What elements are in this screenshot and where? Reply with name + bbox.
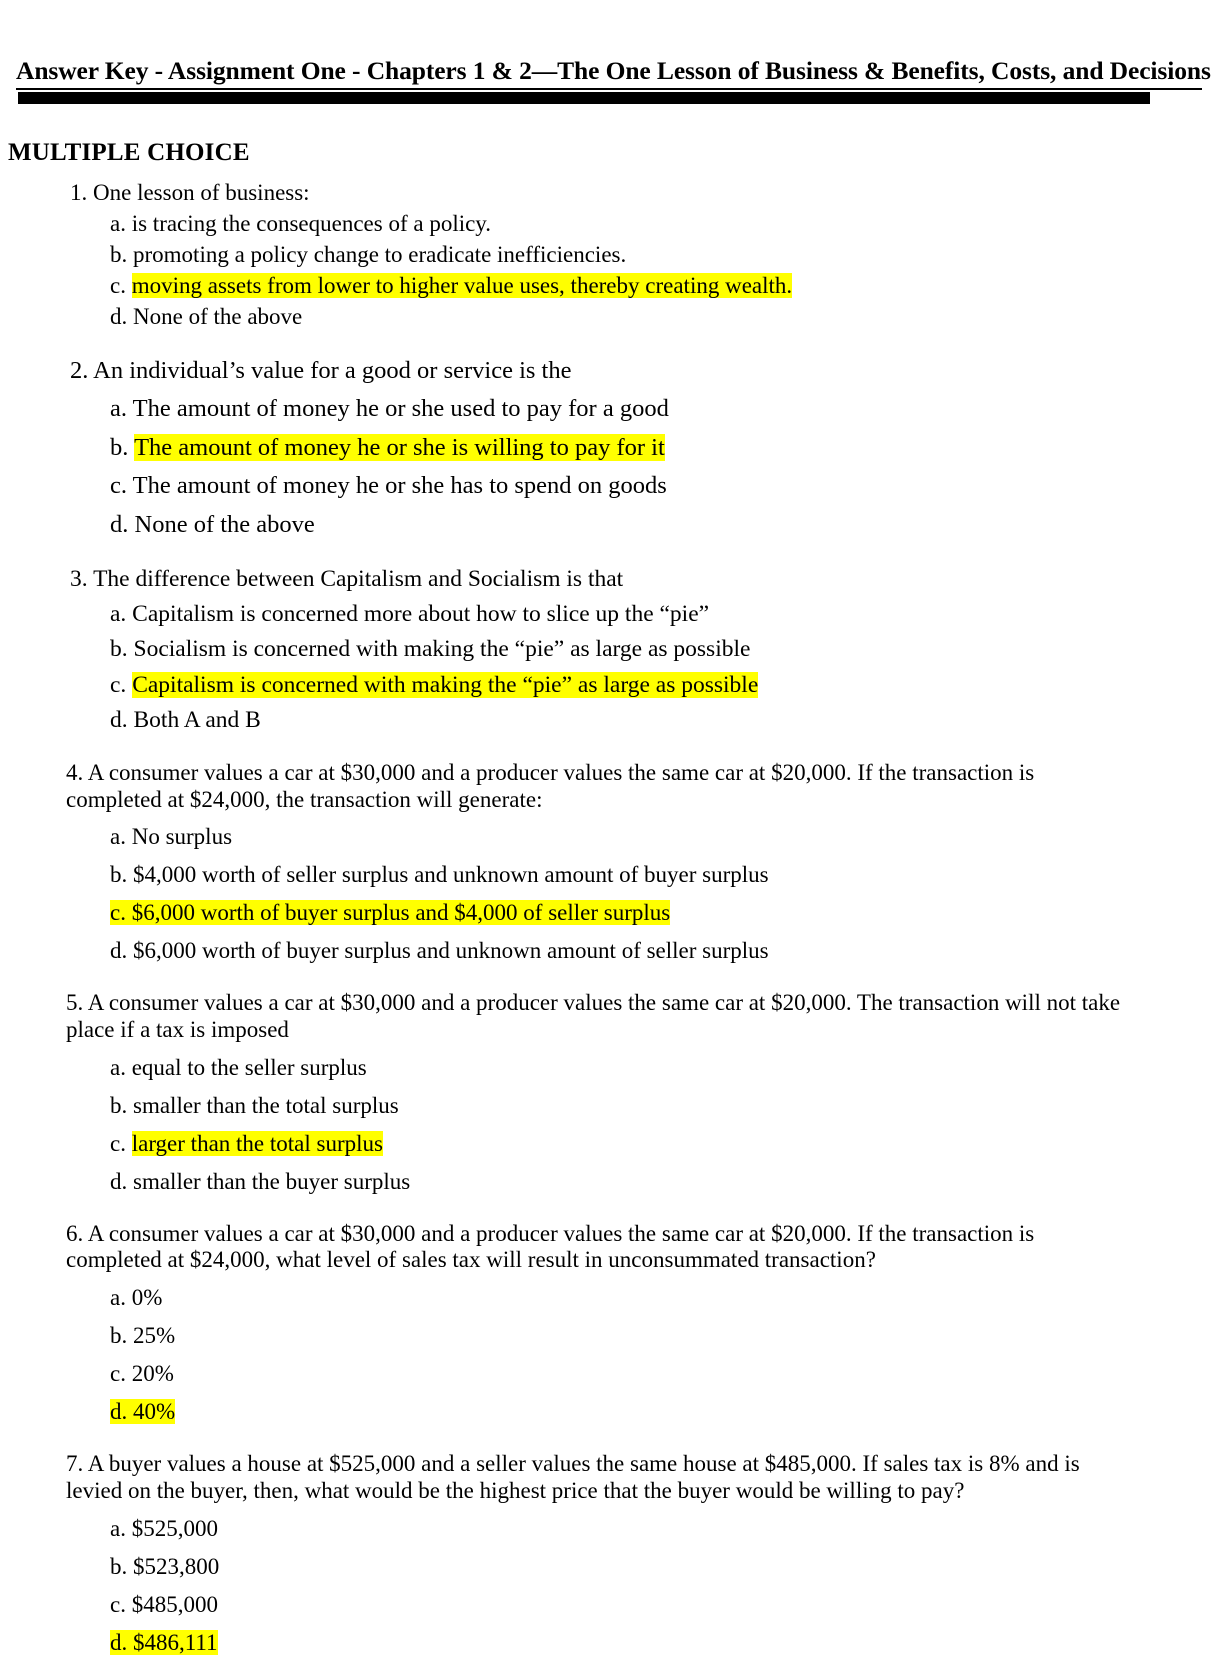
option-list xyxy=(0,1285,1224,1426)
option-a[interactable] xyxy=(0,1055,1224,1082)
option-text: b. 25% xyxy=(110,1323,176,1349)
option-b[interactable] xyxy=(0,434,1224,463)
question-stem: 2. An individual’s value for a good or service is the xyxy=(70,356,572,384)
option-text: a. 0% xyxy=(110,1285,163,1311)
option-text: a. $525,000 xyxy=(110,1515,218,1541)
option-text: b. Socialism is concerned with making the “pie” as large as possible xyxy=(110,636,751,663)
option-a[interactable] xyxy=(0,601,1224,628)
option-list xyxy=(0,211,1224,331)
question-spacer xyxy=(0,743,1224,760)
title-rule-thin xyxy=(16,88,1202,90)
option-label: b. xyxy=(110,433,135,461)
option-text-highlighted: Capitalism is concerned with making the “pie” as large as possible xyxy=(132,671,759,698)
option-text: a. No surplus xyxy=(110,824,233,850)
option-text: d. Both A and B xyxy=(110,707,261,734)
option-text: a. The amount of money he or she used to pay for a good xyxy=(110,394,669,422)
question-spacer xyxy=(0,973,1224,990)
option-text: b. $523,800 xyxy=(110,1553,220,1579)
question-7 xyxy=(0,1451,1224,1656)
option-text-highlighted: moving assets from lower to higher value uses, thereby creating wealth. xyxy=(131,272,793,298)
option-d[interactable] xyxy=(0,304,1224,331)
option-b[interactable] xyxy=(0,1554,1224,1581)
question-spacer xyxy=(0,548,1224,565)
option-text: a. is tracing the consequences of a policy. xyxy=(110,210,492,236)
option-d[interactable] xyxy=(0,1399,1224,1426)
title-rule-thick xyxy=(18,92,1150,104)
option-text: c. The amount of money he or she has to spend on goods xyxy=(110,472,667,500)
question-5 xyxy=(0,990,1224,1195)
option-c[interactable] xyxy=(0,273,1224,300)
option-text-highlighted: larger than the total surplus xyxy=(131,1130,383,1156)
option-text-highlighted: d. 40% xyxy=(110,1399,176,1425)
option-text-highlighted: d. $486,111 xyxy=(110,1629,218,1655)
question-spacer xyxy=(0,1434,1224,1451)
question-stem: 4. A consumer values a car at $30,000 and a producer values the same car at $20,000. If the transaction is completed at $24,000, the transaction will generate: xyxy=(66,759,1035,812)
option-c[interactable] xyxy=(0,472,1224,501)
question-3 xyxy=(0,565,1224,735)
question-stem: 3. The difference between Capitalism and Socialism is that xyxy=(70,565,624,592)
option-list xyxy=(0,395,1224,540)
option-list xyxy=(0,601,1224,735)
option-c[interactable] xyxy=(0,1131,1224,1158)
option-list xyxy=(0,1055,1224,1196)
option-text: c. 20% xyxy=(110,1361,174,1387)
option-label: c. xyxy=(110,272,132,298)
option-d[interactable] xyxy=(0,938,1224,965)
option-a[interactable] xyxy=(0,824,1224,851)
option-c[interactable] xyxy=(0,1592,1224,1619)
option-text: d. None of the above xyxy=(110,510,315,538)
option-a[interactable] xyxy=(0,211,1224,238)
option-text: b. $4,000 worth of seller surplus and unknown amount of buyer surplus xyxy=(110,862,769,888)
document-header xyxy=(0,56,1224,104)
option-text: b. smaller than the total surplus xyxy=(110,1092,399,1118)
option-text-highlighted: The amount of money he or she is willing to pay for it xyxy=(134,433,665,461)
question-6 xyxy=(0,1221,1224,1426)
option-text: d. $6,000 worth of buyer surplus and unknown amount of seller surplus xyxy=(110,938,769,964)
section-heading-multiple-choice: MULTIPLE CHOICE xyxy=(8,139,250,166)
option-text: a. Capitalism is concerned more about how to slice up the “pie” xyxy=(110,600,710,627)
option-d[interactable] xyxy=(0,511,1224,540)
question-spacer xyxy=(0,1204,1224,1221)
option-b[interactable] xyxy=(0,242,1224,269)
option-text: d. smaller than the buyer surplus xyxy=(110,1168,411,1194)
option-label: c. xyxy=(110,1130,132,1156)
option-d[interactable] xyxy=(0,1169,1224,1196)
option-c[interactable] xyxy=(0,900,1224,927)
option-d[interactable] xyxy=(0,707,1224,734)
option-b[interactable] xyxy=(0,862,1224,889)
option-text: b. promoting a policy change to eradicate inefficiencies. xyxy=(110,241,627,267)
option-b[interactable] xyxy=(0,636,1224,663)
option-list xyxy=(0,1516,1224,1657)
question-stem: 5. A consumer values a car at $30,000 and a producer values the same car at $20,000. The transaction will not take place if a tax is imposed xyxy=(66,990,1121,1043)
question-1 xyxy=(0,180,1224,331)
option-c[interactable] xyxy=(0,672,1224,699)
option-b[interactable] xyxy=(0,1323,1224,1350)
option-b[interactable] xyxy=(0,1093,1224,1120)
option-list xyxy=(0,824,1224,965)
question-4 xyxy=(0,760,1224,965)
page-title: Answer Key - Assignment One - Chapters 1 & 2—The One Lesson of Business & Benefits, Costs, and Decisions xyxy=(16,56,1211,85)
option-a[interactable] xyxy=(0,1516,1224,1543)
option-c[interactable] xyxy=(0,1361,1224,1388)
option-label: c. xyxy=(110,671,133,698)
question-stem: 6. A consumer values a car at $30,000 and a producer values the same car at $20,000. If the transaction is completed at $24,000, what level of sales tax will result in unconsummated transaction? xyxy=(66,1220,1035,1273)
option-a[interactable] xyxy=(0,1285,1224,1312)
question-stem: 1. One lesson of business: xyxy=(70,180,310,205)
option-d[interactable] xyxy=(0,1630,1224,1657)
question-2 xyxy=(0,356,1224,540)
question-stem: 7. A buyer values a house at $525,000 and a seller values the same house at $485,000. If sales tax is 8% and is levied on the buyer, then, what would be the highest price that the buyer would be willing to pay? xyxy=(66,1450,1080,1503)
option-text: c. $485,000 xyxy=(110,1591,218,1617)
option-a[interactable] xyxy=(0,395,1224,424)
option-text-highlighted: c. $6,000 worth of buyer surplus and $4,000 of seller surplus xyxy=(110,900,671,926)
option-text: d. None of the above xyxy=(110,303,303,329)
question-spacer xyxy=(0,339,1224,356)
questions-container xyxy=(0,180,1224,1664)
option-text: a. equal to the seller surplus xyxy=(110,1054,367,1080)
